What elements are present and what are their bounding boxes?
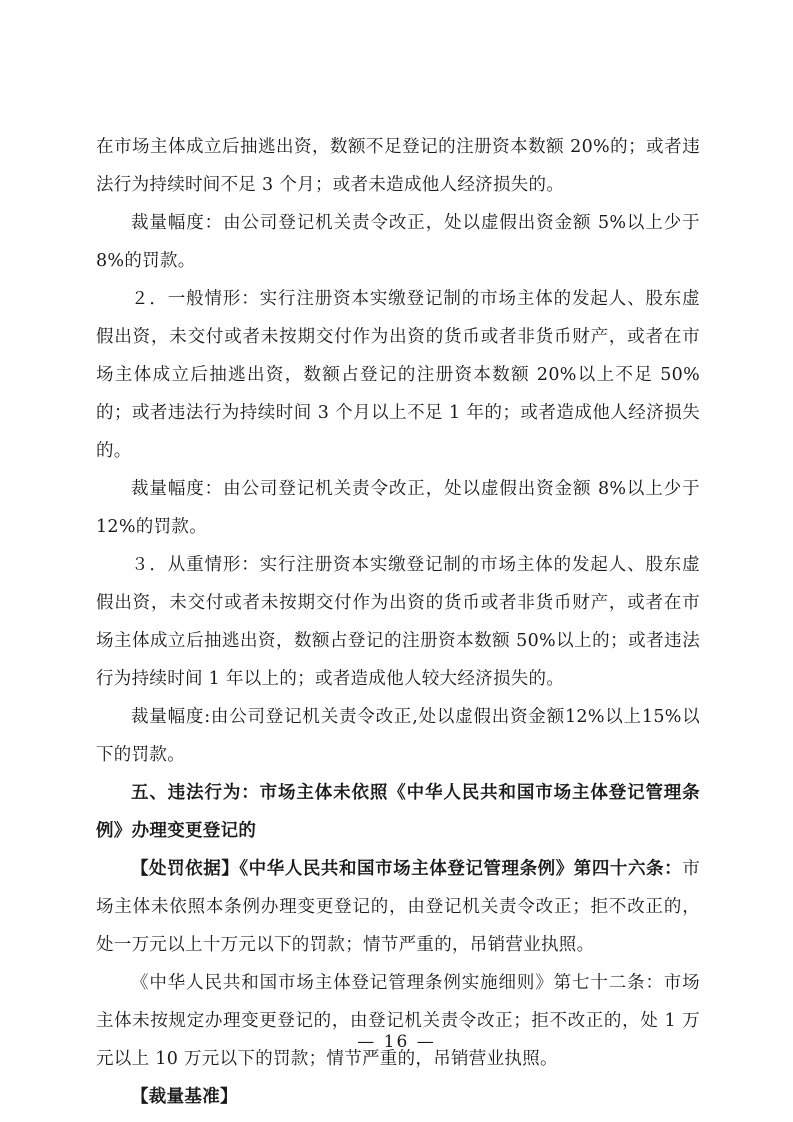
paragraph-implementation-rules: 《中华人民共和国市场主体登记管理条例实施细则》第七十二条：市场主体未按规定办理变更登记的，由登记机关责令改正；拒不改正的，处 1 万元以上 10 万元以下的罚款；情节严重的，吊销营业执照。 xyxy=(96,973,700,1069)
section-heading-five: 五、违法行为：市场主体未依照《中华人民共和国市场主体登记管理条例》办理变更登记的 xyxy=(96,783,700,841)
penalty-basis-body: 市场主体未依照本条例办理变更登记的，由登记机关责令改正；拒不改正的，处一万元以上十万元以下的罚款；情节严重的，吊销营业执照。 xyxy=(96,859,700,955)
paragraph-penalty-basis xyxy=(96,850,700,964)
paragraph-6: 裁量幅度:由公司登记机关责令改正,处以虚假出资金额12%以上15%以下的罚款。 xyxy=(96,707,700,765)
paragraph-4: 裁量幅度：由公司登记机关责令改正，处以虚假出资金额 8%以上少于 12%的罚款。 xyxy=(96,479,700,537)
penalty-basis-prefix: 【处罚依据】《中华人民共和国市场主体登记管理条例》第四十六条： xyxy=(131,859,683,879)
page-content xyxy=(96,128,700,1116)
paragraph-3: ２．一般情形：实行注册资本实缴登记制的市场主体的发起人、股东虚假出资，未交付或者未按期交付作为出资的货币或者非货币财产，或者在市场主体成立后抽逃出资，数额占登记的注册资本数额 20%以上不足 50%的；或者违法行为持续时间 3 个月以上不足 1 年的；或者造成他人经济损失的。 xyxy=(96,289,700,461)
paragraph-2: 裁量幅度：由公司登记机关责令改正，处以虚假出资金额 5%以上少于 8%的罚款。 xyxy=(96,213,700,271)
paragraph-5: ３．从重情形：实行注册资本实缴登记制的市场主体的发起人、股东虚假出资，未交付或者未按期交付作为出资的货币或者非货币财产，或者在市场主体成立后抽逃出资，数额占登记的注册资本数额 50%以上的；或者违法行为持续时间 1 年以上的；或者造成他人较大经济损失的。 xyxy=(96,555,700,689)
page-number: — 16 — xyxy=(357,1032,436,1052)
discretion-standard-heading: 【裁量基准】 xyxy=(131,1087,238,1107)
paragraph-1: 在市场主体成立后抽逃出资，数额不足登记的注册资本数额 20%的；或者违法行为持续时间不足 3 个月；或者未造成他人经济损失的。 xyxy=(96,137,700,195)
